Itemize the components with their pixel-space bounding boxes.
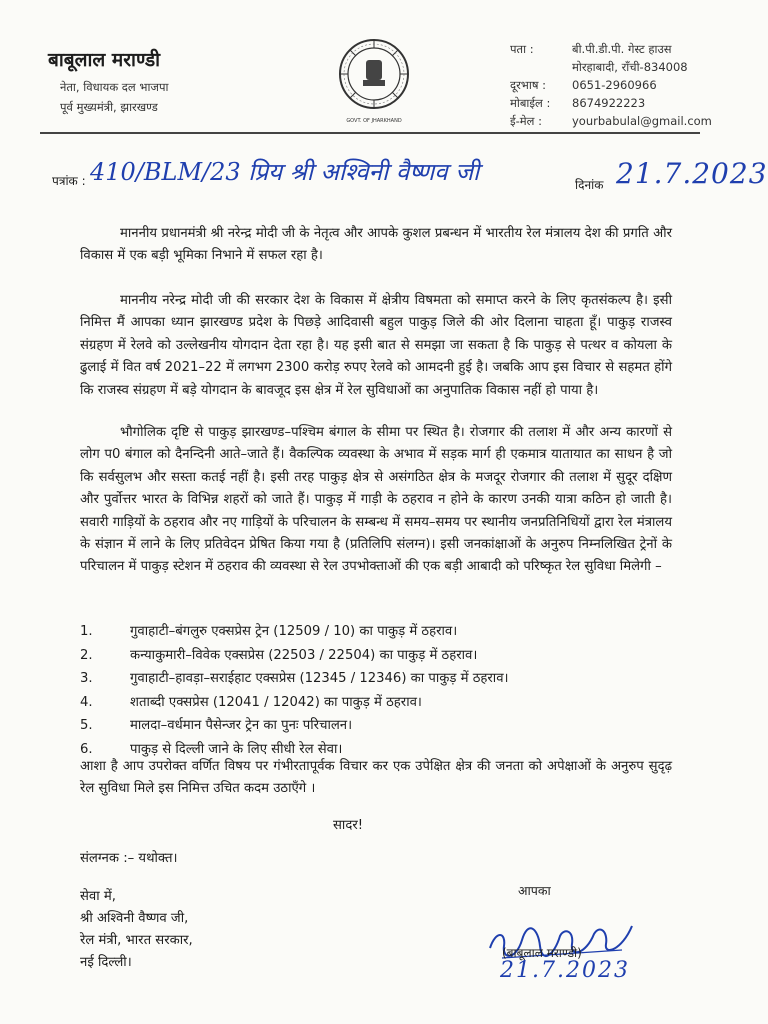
list-item: 5. मालदा–वर्धमान पैसेन्जर ट्रेन का पुनः परिचालन। — [80, 718, 353, 733]
phone-line: दूरभाष : 0651-2960966 — [510, 78, 657, 92]
recipient-line-to: सेवा में, — [80, 889, 116, 904]
handwritten-reference: 410/BLM/23 प्रिय श्री अश्विनी वैष्णव जी — [90, 158, 480, 186]
train-demand-list — [80, 620, 680, 761]
recipient-designation: रेल मंत्री, भारत सरकार, — [80, 933, 193, 948]
signatory-name: (बाबूलाल मराण्डी) — [502, 946, 582, 960]
svg-text:GOVT. OF JHARKHAND: GOVT. OF JHARKHAND — [346, 118, 402, 124]
handwritten-date: 21.7.2023 — [616, 157, 768, 190]
reference-label: पत्रांक : — [52, 174, 86, 188]
jharkhand-emblem-icon — [338, 34, 410, 126]
attachment-note: संलग्नक :– यथोक्त। — [80, 851, 178, 866]
yours-label: आपका — [518, 883, 551, 898]
list-item: 2. कन्याकुमारी–विवेक एक्सप्रेस (22503 / 22504) का पाकुड़ में ठहराव। — [80, 647, 478, 663]
paragraph-revenue: माननीय नरेन्द्र मोदी जी की सरकार देश के विकास में क्षेत्रीय विषमता को समाप्त करने के लिए कृतसंकल्प है। इसी निमित्त मैं आपका ध्यान झारखण्ड प्रदेश के पिछड़े आदिवासी बहुल पाकुड़ जिले की ओर दिलाना चाहता हूँ। पाकुड़ राजस्व संग्रहण में रेलवे को उल्लेखनीय योगदान देता रहा है। यह इसी बात से समझा जा सकता है कि पाकुड़ से पत्थर व कोयला के ढुलाई में वित वर्ष 2021–22 में लगभग 2300 करोड़ रुपए रेलवे को आमदनी हुई है। जबकि आप इस विचार से सहमत होंगे कि राजस्व संग्रहण में बड़े योगदान के बावजूद इस क्षेत्र में रेल सुविधाओं का अनुपातिक विकास नहीं हो पाया है। — [80, 293, 672, 398]
signature-date: 21.7.2023 — [500, 958, 630, 983]
email-line: ई-मेल : yourbabulal@gmail.com — [510, 114, 712, 128]
paragraph-geography: भौगोलिक दृष्टि से पाकुड़ झारखण्ड–पश्चिम बंगाल के सीमा पर स्थित है। रोजगार की तलाश में और अन्य कारणों से लोग प0 बंगाल को दैनन्दिनी आते–जाते हैं। वैकल्पिक व्यवस्था के अभाव में सड़क मार्ग ही एकमात्र यातायात का साधन है जो कि सर्वसुलभ और सस्ता कतई नहीं है। इसी तरह पाकुड़ क्षेत्र से असंगठित क्षेत्र के मजदूर रोजगार की तलाश में सुदूर दक्षिण और पुर्वोत्तर भारत के विभिन्न शहरों को जाते हैं। पाकुड़ में गाड़ी के ठहराव न होने के कारण उनकी यात्रा कठिन हो जाती है। सवारी गाड़ियों के ठहराव और नए गाड़ियों के परिचालन के सम्बन्ध में समय–समय पर स्थानीय जनप्रतिनिधियों द्वारा रेल मंत्रालय के संज्ञान में लाने के लिए प्रतिवेदन प्रेषित किया गया है (प्रतिलिपि संलग्न)। इसी जनकांक्षाओं के अनुरुप निम्नलिखित ट्रेनों के परिचालन में पाकुड़ स्टेशन में ठहराव की व्यवस्था से रेल उपभोक्ताओं की एक बड़ी आबादी को परिष्कृत रेल सुविधा मिलेगी – — [80, 425, 672, 575]
sender-designation-former-cm: पूर्व मुख्यमंत्री, झारखण्ड — [60, 100, 158, 114]
list-item: 1. गुवाहाटी–बंगलुरु एक्सप्रेस ट्रेन (12509 / 10) का पाकुड़ में ठहराव। — [80, 624, 458, 639]
header-divider — [40, 132, 700, 134]
mobile-line: मोबाईल : 8674922223 — [510, 96, 646, 110]
address-line-2: मोरहाबादी, राँची-834008 — [572, 60, 688, 74]
list-item: 3. गुवाहाटी–हावड़ा–सराईहाट एक्सप्रेस (12345 / 12346) का पाकुड़ में ठहराव। — [80, 671, 509, 686]
paragraph-intro: माननीय प्रधानमंत्री श्री नरेन्द्र मोदी जी के नेतृत्व और आपके कुशल प्रबन्धन में भारतीय रेल मंत्रालय देश की प्रगति और विकास में एक बड़ी भूमिका निभाने में सफल रहा है। — [80, 226, 672, 264]
list-item: 4. शताब्दी एक्सप्रेस (12041 / 12042) का पाकुड़ में ठहराव। — [80, 694, 422, 710]
recipient-name: श्री अश्विनी वैष्णव जी, — [80, 911, 189, 926]
list-item: 6. पाकुड़ से दिल्ली जाने के लिए सीधी रेल सेवा। — [80, 741, 343, 757]
sender-designation-party: नेता, विधायक दल भाजपा — [60, 80, 169, 94]
salutation: सादर! — [333, 818, 364, 833]
date-label: दिनांक — [575, 178, 604, 192]
recipient-block — [80, 886, 193, 974]
paragraph-closing: आशा है आप उपरोक्त वर्णित विषय पर गंभीरतापूर्वक विचार कर एक उपेक्षित क्षेत्र की जनता को अपेक्षाओं के अनुरुप सुदृढ़ रेल सुविधा मिले इस निमित्त उचित कदम उठाएँगे । — [80, 759, 672, 797]
recipient-city: नई दिल्ली। — [80, 955, 132, 970]
sender-name: बाबूलाल मराण्डी — [48, 49, 161, 71]
address-line-1: पता : बी.पी.डी.पी. गेस्ट हाउस — [510, 42, 672, 56]
